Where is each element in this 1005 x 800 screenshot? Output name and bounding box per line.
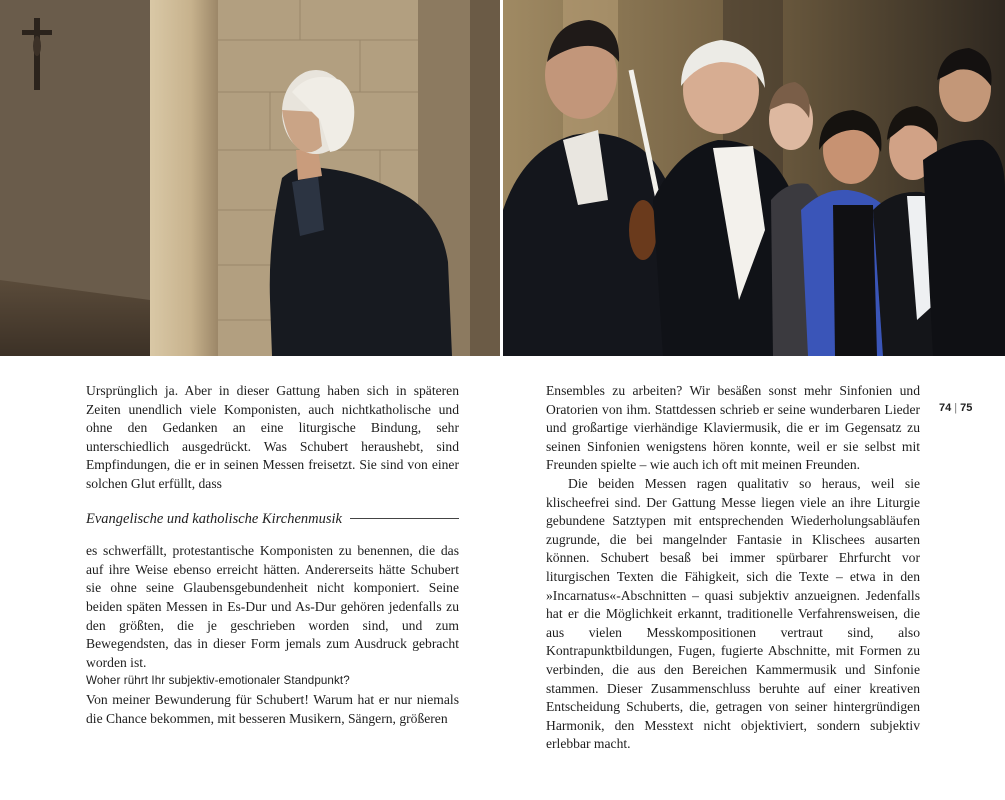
section-heading-row [86, 510, 459, 529]
right-paragraph-1: Ensembles zu arbeiten? Wir besäßen sonst mehr Sinfonien und Oratorien von ihm. Stattdessen schrieb er seine wunderbaren Lieder und großartige vierhändige Klaviermusik, die er im Gegensatz zu seinen Sinfonien wenigstens hören konnte, weil er sie selbst mit Freunden spielte – wie auch ich oft mit meinen Freunden. [546, 383, 920, 473]
heading-rule [350, 518, 459, 519]
page-numbers [939, 402, 972, 414]
right-text-column [546, 382, 920, 754]
left-paragraph-3: Von meiner Bewunderung für Schubert! Warum hat er nur niemals die Chance bekommen, mit besseren Musikern, Sängern, größeren [86, 691, 459, 726]
left-paragraph-2: es schwerfällt, protestantische Komponisten zu benennen, die das auf ihre Weise ebenso erreicht hätten. Andererseits hätte Schubert sie ohne seine Glaubensgebundenheit nicht komponiert. Seine beiden späten Messen in Es-Dur und As-Dur gehören jedenfalls zu den größten, die je geschrieben worden sind, und zum Bewegendsten, das in dieser Form jemals zum Ausdruck gebracht worden ist. [86, 543, 459, 670]
right-paragraph-2: Die beiden Messen ragen qualitativ so heraus, weil sie klischeefrei sind. Der Gattung Messe liegen viele an ihre Liturgie gebundene Satztypen mit entsprechenden Wiederholungsabläufen zugrunde, die bei mangelnder Fantasie in Klischees ausarten können. Schubert besaß bei immer spürbarer Ehrfurcht vor liturgischen Texten die Fähigkeit, sich die Texte – etwa in den »Incarnatus«-Abschnitten – quasi subjektiv anzueignen. Jedenfalls hat er die Möglichkeit erkannt, traditionelle Verfahrensweisen, die aus vielen Messkompositionen vertraut sind, also Kontrapunktbildungen, Fugen, fugierte Abschnitte, mit Formen zu verbinden, die aus den Bereichen Kammermusik und Sinfonie stammen. Dieser Zusammenschluss beruhte auf einer kreativen Entscheidung Schuberts, die, getragen von seiner hintergründigen Harmonik, den Messtext nicht objektiviert, sondern subjektiv erlebbar macht. [546, 475, 920, 752]
section-heading: Evangelische und katholische Kirchenmusik [86, 510, 342, 527]
page-number-right: 75 [960, 402, 973, 414]
left-paragraph-1: Ursprünglich ja. Aber in dieser Gattung haben sich in späteren Zeiten unendlich viele Komponisten, auch nichtkatholische und ohne den Gedanken an eine liturgische Bindung, sehr unterschiedlich ausgedrückt. Was Schubert heraushebt, sind Empfindungen, die er in seinen Messen freisetzt. Sie sind von einer solchen Glut erfüllt, dass [86, 383, 459, 491]
page-number-separator: | [954, 402, 958, 414]
page-number-left: 74 [939, 402, 952, 414]
photo-conductor-in-church [0, 0, 500, 356]
interview-question: Woher rührt Ihr subjektiv-emotionaler Standpunkt? [86, 674, 350, 688]
photo-performers-on-stage [503, 0, 1005, 356]
left-text-column [86, 382, 459, 728]
